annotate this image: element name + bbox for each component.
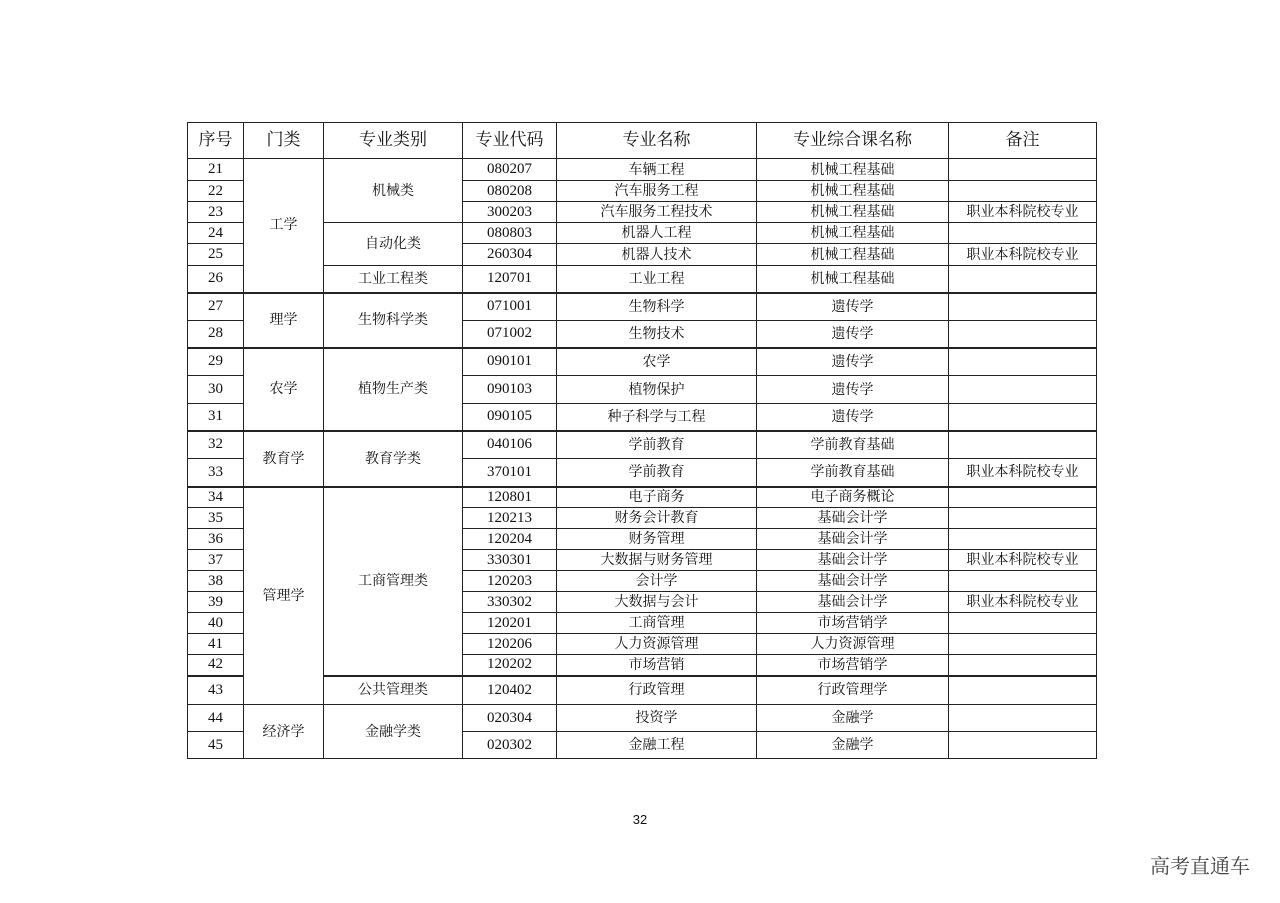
major-name: 农学 [557,348,757,376]
major-code: 020302 [463,732,557,759]
major-name: 学前教育 [557,431,757,459]
note [949,404,1097,431]
row-seq: 39 [188,592,244,613]
row-seq: 29 [188,348,244,376]
table-row [188,676,1097,705]
row-seq: 28 [188,321,244,348]
row-seq: 38 [188,571,244,592]
major-code: 120203 [463,571,557,592]
note [949,508,1097,529]
header-discipline: 门类 [244,123,324,159]
header-major-name: 专业名称 [557,123,757,159]
discipline-cell: 管理学 [244,487,324,705]
majors-table [187,122,1097,759]
row-seq: 31 [188,404,244,431]
course-name: 基础会计学 [757,550,949,571]
note [949,348,1097,376]
major-name: 大数据与财务管理 [557,550,757,571]
row-seq: 33 [188,459,244,487]
note [949,321,1097,348]
major-name: 工商管理 [557,613,757,634]
discipline-cell: 教育学 [244,431,324,487]
major-name: 学前教育 [557,459,757,487]
category-cell: 工业工程类 [324,266,463,293]
table-row [188,223,1097,244]
page-number: 32 [632,812,648,827]
note [949,705,1097,732]
note [949,181,1097,202]
major-name: 财务管理 [557,529,757,550]
course-name: 学前教育基础 [757,459,949,487]
row-seq: 41 [188,634,244,655]
course-name: 机械工程基础 [757,202,949,223]
discipline-cell: 工学 [244,159,324,293]
table-row [188,348,1097,376]
note: 职业本科院校专业 [949,592,1097,613]
course-name: 金融学 [757,705,949,732]
course-name: 遗传学 [757,293,949,321]
note [949,655,1097,676]
course-name: 机械工程基础 [757,223,949,244]
major-code: 120201 [463,613,557,634]
major-name: 人力资源管理 [557,634,757,655]
course-name: 电子商务概论 [757,487,949,508]
note [949,613,1097,634]
table-row [188,266,1097,293]
course-name: 基础会计学 [757,508,949,529]
header-category: 专业类别 [324,123,463,159]
major-name: 工业工程 [557,266,757,293]
course-name: 基础会计学 [757,529,949,550]
note: 职业本科院校专业 [949,550,1097,571]
course-name: 市场营销学 [757,655,949,676]
row-seq: 22 [188,181,244,202]
major-code: 080208 [463,181,557,202]
note [949,732,1097,759]
course-name: 市场营销学 [757,613,949,634]
note: 职业本科院校专业 [949,244,1097,266]
note [949,223,1097,244]
note [949,159,1097,181]
course-name: 遗传学 [757,348,949,376]
row-seq: 43 [188,676,244,705]
major-code: 330301 [463,550,557,571]
row-seq: 36 [188,529,244,550]
header-note: 备注 [949,123,1097,159]
major-name: 电子商务 [557,487,757,508]
major-code: 090101 [463,348,557,376]
major-code: 040106 [463,431,557,459]
major-name: 生物科学 [557,293,757,321]
major-name: 市场营销 [557,655,757,676]
discipline-cell: 农学 [244,348,324,431]
category-cell: 机械类 [324,159,463,223]
major-code: 020304 [463,705,557,732]
note: 职业本科院校专业 [949,459,1097,487]
category-cell: 公共管理类 [324,676,463,705]
major-code: 071001 [463,293,557,321]
major-name: 生物技术 [557,321,757,348]
note [949,571,1097,592]
major-name: 机器人工程 [557,223,757,244]
major-code: 120206 [463,634,557,655]
note [949,431,1097,459]
row-seq: 26 [188,266,244,293]
course-name: 金融学 [757,732,949,759]
course-name: 遗传学 [757,376,949,404]
major-name: 植物保护 [557,376,757,404]
row-seq: 45 [188,732,244,759]
major-name: 汽车服务工程技术 [557,202,757,223]
major-code: 260304 [463,244,557,266]
table-row [188,431,1097,459]
row-seq: 27 [188,293,244,321]
row-seq: 21 [188,159,244,181]
course-name: 机械工程基础 [757,181,949,202]
major-name: 机器人技术 [557,244,757,266]
course-name: 学前教育基础 [757,431,949,459]
category-cell: 植物生产类 [324,348,463,431]
category-cell: 自动化类 [324,223,463,266]
major-name: 会计学 [557,571,757,592]
category-cell: 教育学类 [324,431,463,487]
course-name: 人力资源管理 [757,634,949,655]
major-code: 080803 [463,223,557,244]
note [949,293,1097,321]
major-code: 300203 [463,202,557,223]
major-code: 330302 [463,592,557,613]
discipline-cell: 理学 [244,293,324,348]
header-seq: 序号 [188,123,244,159]
course-name: 遗传学 [757,321,949,348]
major-name: 种子科学与工程 [557,404,757,431]
row-seq: 25 [188,244,244,266]
table-row [188,293,1097,321]
major-code: 120202 [463,655,557,676]
row-seq: 34 [188,487,244,508]
major-code: 080207 [463,159,557,181]
note [949,376,1097,404]
row-seq: 42 [188,655,244,676]
watermark: 高考直通车 [1150,854,1250,878]
major-code: 120701 [463,266,557,293]
major-code: 090105 [463,404,557,431]
note [949,529,1097,550]
header-code: 专业代码 [463,123,557,159]
note [949,266,1097,293]
major-name: 行政管理 [557,676,757,705]
row-seq: 40 [188,613,244,634]
row-seq: 23 [188,202,244,223]
major-code: 071002 [463,321,557,348]
course-name: 基础会计学 [757,592,949,613]
table-row [188,487,1097,508]
note [949,634,1097,655]
course-name: 机械工程基础 [757,244,949,266]
discipline-cell: 经济学 [244,705,324,759]
major-name: 汽车服务工程 [557,181,757,202]
course-name: 机械工程基础 [757,266,949,293]
row-seq: 35 [188,508,244,529]
major-code: 120402 [463,676,557,705]
course-name: 行政管理学 [757,676,949,705]
major-name: 大数据与会计 [557,592,757,613]
major-name: 投资学 [557,705,757,732]
note [949,487,1097,508]
row-seq: 37 [188,550,244,571]
major-code: 120801 [463,487,557,508]
row-seq: 32 [188,431,244,459]
header-row [188,123,1097,159]
category-cell: 金融学类 [324,705,463,759]
major-name: 金融工程 [557,732,757,759]
major-code: 120213 [463,508,557,529]
table-row [188,159,1097,181]
header-course: 专业综合课名称 [757,123,949,159]
major-name: 财务会计教育 [557,508,757,529]
table-row [188,705,1097,732]
course-name: 基础会计学 [757,571,949,592]
category-cell: 工商管理类 [324,487,463,676]
note: 职业本科院校专业 [949,202,1097,223]
row-seq: 44 [188,705,244,732]
major-name: 车辆工程 [557,159,757,181]
course-name: 机械工程基础 [757,159,949,181]
major-code: 120204 [463,529,557,550]
major-code: 090103 [463,376,557,404]
course-name: 遗传学 [757,404,949,431]
note [949,676,1097,705]
major-code: 370101 [463,459,557,487]
row-seq: 24 [188,223,244,244]
row-seq: 30 [188,376,244,404]
category-cell: 生物科学类 [324,293,463,348]
